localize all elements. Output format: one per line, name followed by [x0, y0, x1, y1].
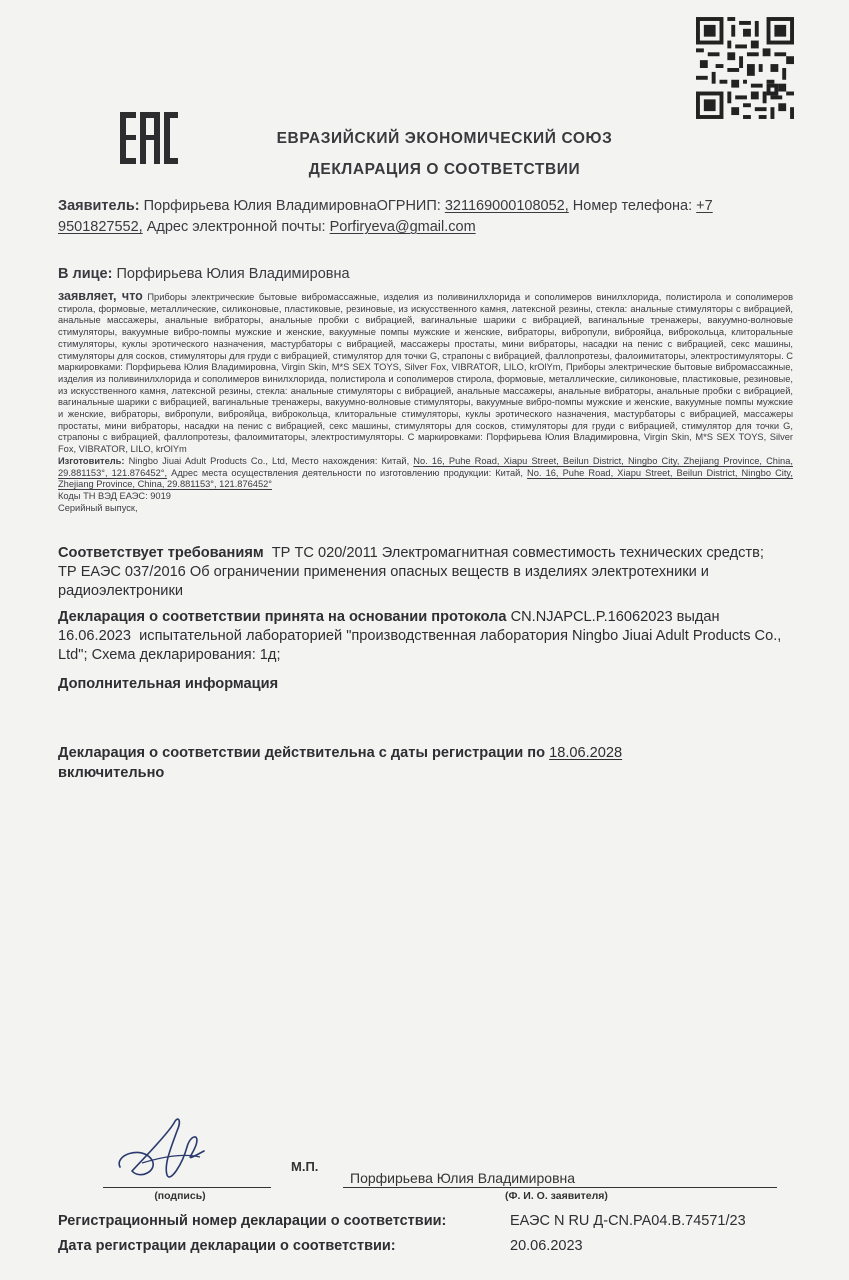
manufacturer-location-label: Место нахождения: Китай,: [291, 455, 410, 466]
phone-value-1: +7: [696, 198, 713, 214]
document-title: ДЕКЛАРАЦИЯ О СООТВЕТСТВИИ: [308, 161, 581, 178]
declares-label: заявляет, что: [58, 289, 143, 303]
issued-label: выдан: [676, 609, 720, 625]
ogrnip-label: ОГРНИП:: [376, 198, 441, 214]
ogrnip-value: 321169000108052,: [444, 198, 569, 214]
requirements-text: ТР ТС 020/2011 Электромагнитная совместимость технических средств; ТР ЕАЭС 037/2016 Об ограничении применения опасных веществ в изделиях электротехники и радиоэлектроники: [58, 545, 764, 599]
applicant-block: [58, 196, 788, 238]
protocol-number: CN.NJAPCL.P.16062023: [510, 609, 673, 625]
basis-block: [58, 608, 783, 665]
applicant-name: Порфирьева Юлия Владимировна: [143, 198, 377, 214]
tn-ved-codes: Коды ТН ВЭД ЕАЭС: 9019: [58, 490, 171, 501]
production-address-label: Адрес места осуществления деятельности по изготовлению продукции: Китай,: [171, 467, 523, 478]
validity-suffix: включительно: [58, 765, 165, 781]
signature-line: [103, 1187, 271, 1188]
laboratory-text: испытательной лабораторией "производственная лаборатория Ningbo Jiuai Adult Products Co., Ltd"; Схема декларирования: 1д;: [58, 628, 782, 663]
registration-number-label: Регистрационный номер декларации о соответствии:: [58, 1213, 447, 1229]
declaration-body: [58, 291, 793, 514]
phone-label: Номер телефона:: [572, 198, 693, 214]
protocol-date: 16.06.2023: [58, 628, 132, 644]
handwritten-signature: [112, 1105, 212, 1195]
additional-info-label: Дополнительная информация: [58, 676, 279, 692]
requirements-label: Соответствует требованиям: [58, 545, 264, 561]
qr-code[interactable]: [696, 17, 794, 119]
manufacturer-label: Изготовитель:: [58, 455, 125, 466]
validity-block: [58, 743, 783, 783]
product-description: Приборы электрические бытовые вибромассажные, изделия из поливинилхлорида и сополимеров винилхлорида, полистирола и сополимеров стирола, формовые, металлические, силиконовые, пластиковые, резиновые, из искусственного камня, латексной резины, стекла: анальные стимуляторы с вибрацией, анальные массажеры, анальные вибраторы, анальные пробки с вибрацией, вагинальные шарики с вибрацией, вагинальные тренажеры, вакуумно-волновые стимуляторы, вакуумные вибро-помпы мужские и женские, вакуумные помпы мужские и женские, вибраторы, вибропули, виброяйца, виброкольца, клиторальные стимуляторы, куклы эротического назначения, мастурбаторы с вибрацией, массажеры простаты, мини вибраторы, насадки на пенис с вибрацией, секс машины, стимуляторы для сосков, стимуляторы для груди с вибрацией, стимулятор для точки G, страпоны с вибрацией, фаллопротезы, фалоимитаторы, электростимуляторы. С маркировками: Порфирьева Юлия Владимировна, Virgin Skin, M*S SEX TOYS, Silver Fox, VIBRATOR, LILO, krOlYm, Приборы электрические бытовые вибромассажные, изделия из поливинилхлорида и сополимеров винилхлорида, полистирола и сополимеров стирола, формовые, металлические, силиконовые, пластиковые, резиновые, из искусственного камня, латексной резины, стекла: анальные стимуляторы с вибрацией, анальные массажеры, анальные вибраторы, анальные пробки с вибрацией, вагинальные шарики с вибрацией, вагинальные тренажеры, вакуумно-волновые стимуляторы, вакуумные вибро-помпы мужские и женские, вакуумные помпы мужские и женские, вибраторы, вибропули, виброяйца, виброкольца, клиторальные стимуляторы, куклы эротического назначения, мастурбаторы с вибрацией, массажеры простаты, мини вибраторы, насадки на пенис с вибрацией, секс машины, стимуляторы для сосков, стимуляторы для груди с вибрацией, стимулятор для точки G, страпоны с вибрацией, фаллопротезы, фалоимитаторы, электростимуляторы. С маркировками: Порфирьева Юлия Владимировна, Virgin Skin, M*S SEX TOYS, Silver Fox, VIBRATOR, LILO, krOlYm: [58, 292, 794, 455]
manufacturer-address: No. 16, Puhe Road, Xiapu Street, Beilun District, Ningbo City, Zhejiang Province, China, 29.881153°, 121.876452°,: [58, 455, 793, 478]
manufacturer-name: Ningbo Jiuai Adult Products Co., Ltd,: [128, 455, 288, 466]
fio-line: [343, 1187, 777, 1188]
applicant-fio: Порфирьева Юлия Владимировна: [350, 1170, 576, 1186]
organization-title: ЕВРАЗИЙСКИЙ ЭКОНОМИЧЕСКИЙ СОЮЗ: [276, 130, 613, 147]
stamp-label: М.П.: [291, 1159, 319, 1174]
validity-label: Декларация о соответствии действительна с даты регистрации по: [58, 745, 546, 761]
registration-number: ЕАЭС N RU Д-CN.PA04.B.74571/23: [510, 1213, 746, 1229]
production-address: No. 16, Puhe Road, Xiapu Street, Beilun District, Ningbo City, Zhejiang Province, China, 29.881153°, 121.876452°: [58, 467, 793, 490]
registration-date-label: Дата регистрации декларации о соответствии:: [58, 1238, 396, 1254]
email-label: Адрес электронной почты:: [146, 219, 326, 235]
phone-value-2: 9501827552,: [58, 219, 143, 235]
represented-by-value: Порфирьева Юлия Владимировна: [116, 266, 350, 282]
signature-caption: (подпись): [154, 1190, 206, 1202]
applicant-label: Заявитель:: [58, 198, 140, 214]
email-value[interactable]: Porfiryeva@gmail.com: [329, 219, 476, 235]
registration-date: 20.06.2023: [510, 1238, 583, 1254]
fio-caption: (Ф. И. О. заявителя): [505, 1190, 608, 1202]
represented-by-label: В лице:: [58, 266, 113, 282]
validity-date: 18.06.2028: [549, 745, 623, 761]
represented-by: [58, 266, 788, 282]
requirements-block: [58, 544, 783, 601]
basis-label: Декларация о соответствии принята на основании протокола: [58, 609, 507, 625]
serial-production: Серийный выпуск,: [58, 502, 138, 513]
